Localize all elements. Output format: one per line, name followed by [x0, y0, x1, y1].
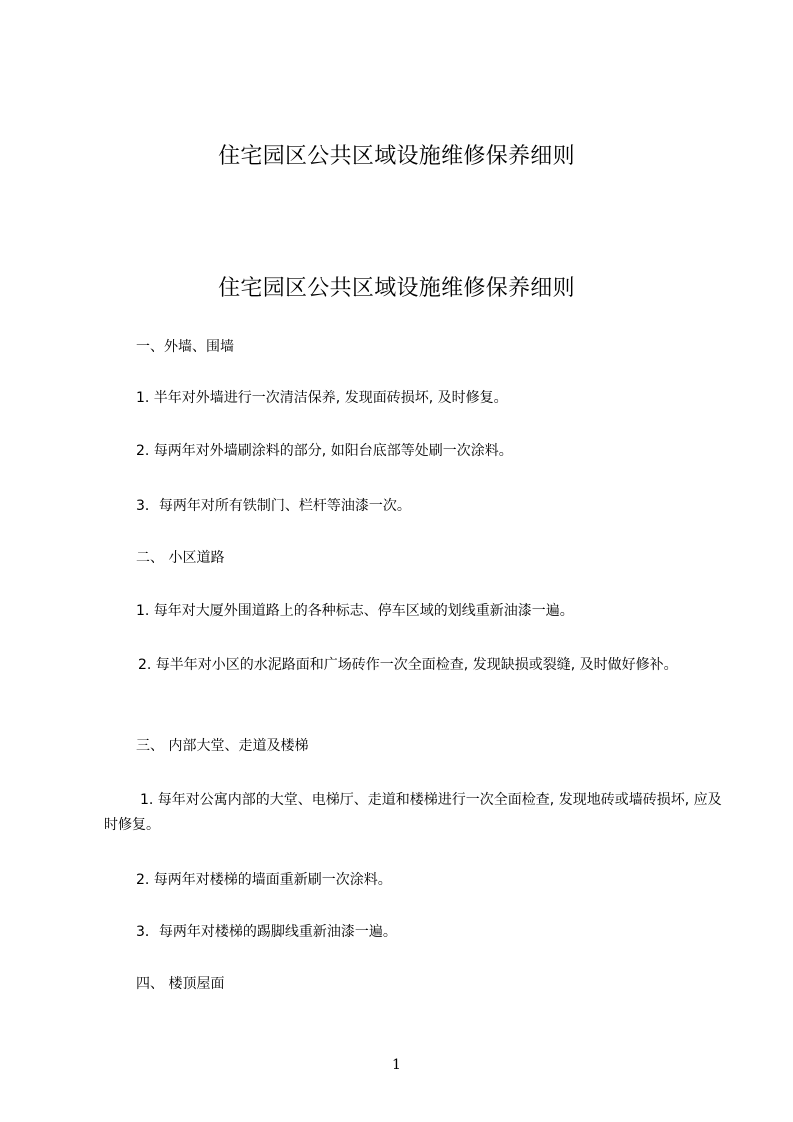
list-item: 1. 每年对大厦外围道路上的各种标志、停车区域的划线重新油漆一遍。 — [136, 603, 574, 619]
list-item: 3．每两年对所有铁制门、栏杆等油漆一次。 — [136, 498, 411, 514]
page-number: 1 — [392, 1057, 401, 1073]
list-item: 1. 半年对外墙进行一次清洁保养, 发现面砖损坏, 及时修复。 — [136, 390, 508, 406]
section-heading-roof: 四、 楼顶屋面 — [136, 976, 225, 992]
list-item: 2. 每两年对外墙刷涂料的部分, 如阳台底部等处刷一次涂料。 — [136, 443, 513, 459]
list-item: 2. 每两年对楼梯的墙面重新刷一次涂料。 — [136, 872, 392, 888]
section-heading-community-roads: 二、 小区道路 — [136, 550, 225, 566]
list-item: 1. 每年对公寓内部的大堂、电梯厅、走道和楼梯进行一次全面检查, 发现地砖或墙砖损坏, 应及时修复。 — [104, 792, 722, 833]
list-item: 3．每两年对楼梯的踢脚线重新油漆一遍。 — [136, 924, 397, 940]
section-heading-exterior-walls: 一、外墙、围墙 — [136, 339, 234, 355]
document-title: 住宅园区公共区域设施维修保养细则 — [218, 276, 575, 301]
section-heading-lobby-corridors-stairs: 三、 内部大堂、走道及楼梯 — [136, 738, 309, 754]
list-item: 2. 每半年对小区的水泥路面和广场砖作一次全面检查, 发现缺损或裂缝, 及时做好修补。 — [138, 657, 678, 673]
document-header-title: 住宅园区公共区域设施维修保养细则 — [218, 144, 575, 169]
